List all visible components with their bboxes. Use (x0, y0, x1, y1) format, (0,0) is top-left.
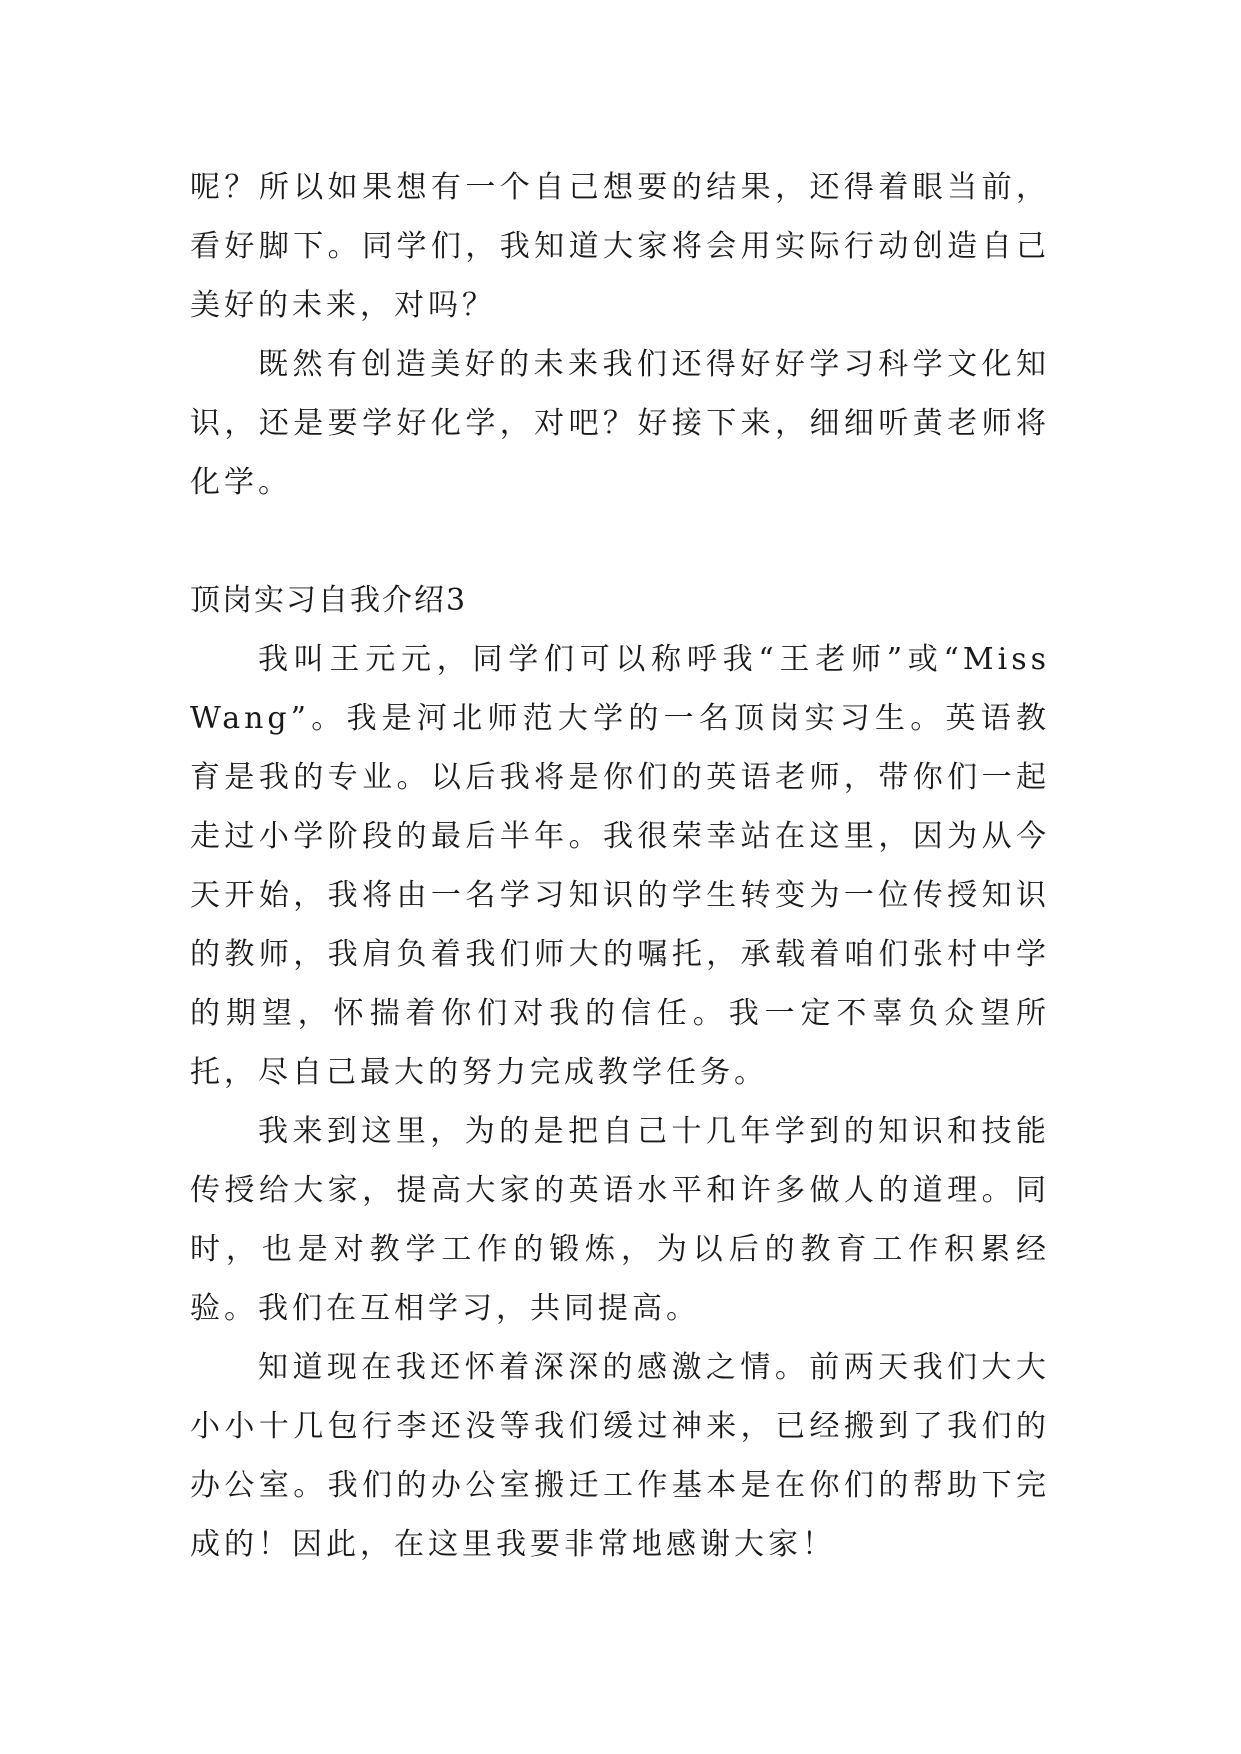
section-title: 顶岗实习自我介绍3 (190, 583, 468, 618)
paragraph-chemistry: 既然有创造美好的未来我们还得好好学习科学文化知识，还是要学好化学，对吧？好接下来，细细听黄老师将化学。 (190, 347, 1050, 500)
paragraph-self-intro: 我叫王元元，同学们可以称呼我“王老师”或“Miss Wang”。我是河北师范大学的一名顶岗实习生。英语教育是我的专业。以后我将是你们的英语老师，带你们一起走过小学阶段的最后半年。我很荣幸站在这里，因为从今天开始，我将由一名学习知识的学生转变为一位传授知识的教师，我肩负着我们师大的嘱托，承载着咱们张村中学的期望，怀揣着你们对我的信任。我一定不辜负众望所托，尽自己最大的努力完成教学任务。 (190, 642, 1050, 1090)
paragraph-continued: 呢？所以如果想有一个自己想要的结果，还得着眼当前，看好脚下。同学们，我知道大家将会用实际行动创造自己美好的未来，对吗？ (190, 170, 1050, 323)
paragraph-purpose: 我来到这里，为的是把自己十几年学到的知识和技能传授给大家，提高大家的英语水平和许多做人的道理。同时，也是对教学工作的锻炼，为以后的教育工作积累经验。我们在互相学习，共同提高。 (190, 1114, 1050, 1326)
paragraph-gratitude: 知道现在我还怀着深深的感激之情。前两天我们大大小小十几包行李还没等我们缓过神来，已经搬到了我们的办公室。我们的办公室搬迁工作基本是在你们的帮助下完成的！因此，在这里我要非常地感谢大家！ (190, 1350, 1050, 1562)
section-spacer (190, 512, 1050, 571)
document-body (190, 158, 1050, 1574)
